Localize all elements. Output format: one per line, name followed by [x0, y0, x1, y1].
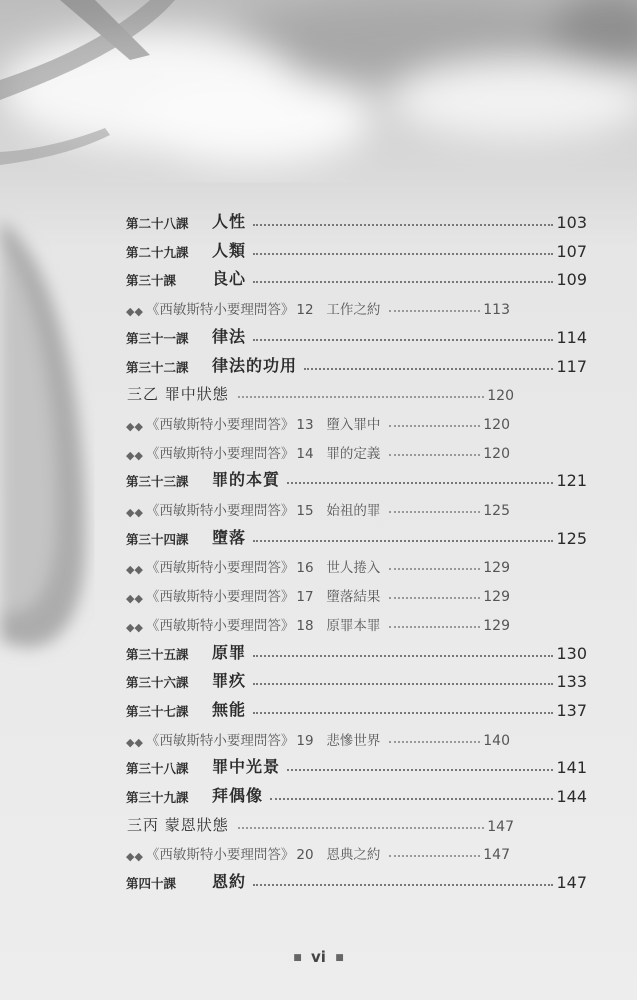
toc-entry-lesson: [126, 522, 587, 548]
dot-leader: [389, 625, 480, 628]
question-title: 悲慘世界: [326, 732, 381, 749]
toc-entry-sub: [126, 407, 510, 433]
lesson-title: 罪中光景: [212, 757, 281, 777]
diamond-icon: ◆◆: [126, 448, 143, 462]
toc-entry-lesson: [126, 637, 587, 663]
page-number: 120: [487, 388, 514, 405]
dot-leader: [389, 453, 480, 456]
lesson-number: 第三十一課: [126, 330, 189, 346]
page-number: 137: [556, 700, 587, 720]
dot-leader: [253, 711, 553, 714]
lesson-number: 第三十四課: [126, 531, 189, 547]
lesson-number: 第三十六課: [126, 675, 189, 691]
lesson-title: 墮落: [212, 527, 247, 547]
diamond-icon: ◆◆: [126, 850, 143, 864]
page-number: 125: [556, 528, 587, 548]
toc-entry-lesson: [126, 751, 587, 777]
toc-entry-sub: [126, 493, 510, 519]
catechism-title: 《西敏斯特小要理問答》: [145, 445, 295, 462]
question-title: 恩典之約: [326, 847, 381, 864]
toc-entry-lesson: [126, 263, 587, 289]
dot-leader: [253, 883, 553, 886]
dot-leader: [253, 654, 553, 657]
toc-entry-section: [127, 809, 514, 835]
page-number: 125: [483, 503, 510, 519]
lesson-title: 罪疚: [212, 671, 247, 691]
question-title: 罪的定義: [326, 445, 381, 462]
page-number: 103: [556, 213, 587, 232]
diamond-icon: ◆◆: [126, 620, 143, 634]
question-number: 16: [296, 560, 314, 577]
lesson-title: 罪的本質: [212, 470, 281, 490]
dot-leader: [389, 596, 480, 599]
diamond-icon: ◆◆: [126, 592, 143, 606]
catechism-title: 《西敏斯特小要理問答》: [145, 732, 295, 749]
toc-entry-sub: [126, 723, 510, 749]
lesson-number: 第二十八課: [126, 216, 189, 231]
page-number: 113: [483, 302, 510, 319]
page-number: 117: [556, 356, 587, 376]
toc-entry-lesson: [126, 350, 587, 376]
dot-leader: [238, 826, 484, 829]
page-number: 120: [483, 445, 510, 462]
page-number: 140: [483, 732, 510, 749]
page-number: 133: [556, 672, 587, 692]
dot-leader: [253, 280, 553, 283]
catechism-title: 《西敏斯特小要理問答》: [145, 560, 295, 577]
lesson-title: 律法的功用: [212, 355, 298, 375]
page-number: 121: [556, 471, 587, 491]
lesson-title: 律法: [212, 326, 247, 346]
question-number: 14: [296, 445, 314, 462]
dot-leader: [389, 309, 480, 312]
toc-entry-lesson: [126, 866, 587, 892]
toc-entry-lesson: [126, 235, 587, 261]
question-title: 世人捲入: [326, 560, 381, 577]
lesson-number: 第二十九課: [126, 244, 189, 260]
lesson-number: 第三十八課: [126, 761, 189, 777]
dot-leader: [389, 424, 480, 427]
dot-leader: [304, 367, 553, 370]
page-number: 107: [556, 241, 587, 261]
lesson-number: 第三十二課: [126, 359, 189, 375]
catechism-title: 《西敏斯特小要理問答》: [145, 302, 295, 319]
dot-leader: [389, 510, 480, 513]
dot-leader: [389, 740, 480, 743]
page-number: 114: [556, 327, 587, 347]
toc-entry-lesson: [126, 321, 587, 347]
question-number: 13: [296, 416, 314, 433]
toc-entry-sub: [126, 837, 510, 863]
toc-entry-sub: [126, 550, 510, 576]
toc-entry-section: [127, 378, 514, 404]
diamond-icon: ◆◆: [126, 735, 143, 749]
page-number: 141: [556, 758, 587, 778]
page-number: 120: [483, 416, 510, 433]
question-title: 原罪本罪: [326, 617, 381, 634]
toc-entry-lesson: [126, 694, 587, 720]
question-number: 19: [296, 732, 314, 749]
diamond-icon: ◆◆: [126, 563, 143, 577]
question-number: 17: [296, 589, 314, 606]
page-number: 129: [483, 589, 510, 606]
footer-ornament-right: ■: [335, 953, 344, 963]
question-title: 始祖的罪: [326, 503, 381, 519]
page-number: 144: [556, 787, 587, 806]
catechism-title: 《西敏斯特小要理問答》: [145, 847, 295, 864]
diamond-icon: ◆◆: [126, 305, 143, 319]
dot-leader: [253, 338, 553, 341]
page-number: 147: [483, 847, 510, 864]
toc-entry-lesson: [126, 464, 587, 490]
dot-leader: [270, 797, 553, 800]
page-number: 109: [556, 270, 587, 290]
page-number: 147: [487, 818, 514, 835]
question-title: 墮入罪中: [326, 416, 381, 433]
lesson-title: 人類: [212, 240, 247, 260]
section-title: 三乙 罪中狀態: [127, 385, 229, 404]
lesson-title: 人性: [212, 212, 247, 231]
lesson-title: 無能: [212, 699, 247, 719]
lesson-number: 第三十三課: [126, 474, 189, 490]
footer-page-number: vi: [311, 948, 326, 966]
catechism-title: 《西敏斯特小要理問答》: [145, 416, 295, 433]
question-number: 15: [296, 503, 314, 519]
dot-leader: [253, 539, 553, 542]
dot-leader: [389, 567, 480, 570]
dot-leader: [253, 682, 553, 685]
lesson-number: 第三十九課: [126, 790, 189, 805]
dot-leader: [287, 768, 553, 771]
footer-ornament-left: ■: [293, 953, 302, 963]
lesson-number: 第三十五課: [126, 646, 189, 662]
lesson-number: 第三十七課: [126, 703, 189, 719]
catechism-title: 《西敏斯特小要理問答》: [145, 617, 295, 634]
lesson-title: 良心: [212, 269, 247, 289]
lesson-title: 拜偶像: [212, 786, 264, 805]
page-number: 130: [556, 643, 587, 663]
diamond-icon: ◆◆: [126, 419, 143, 433]
page-number: 129: [483, 560, 510, 577]
catechism-title: 《西敏斯特小要理問答》: [145, 503, 295, 519]
toc-entry-lesson: [126, 665, 587, 691]
dot-leader: [238, 395, 484, 398]
diamond-icon: ◆◆: [126, 506, 143, 519]
question-number: 12: [296, 302, 314, 319]
dot-leader: [253, 252, 553, 255]
page-number: 147: [556, 873, 587, 893]
question-title: 工作之約: [326, 302, 381, 319]
toc-entry-lesson: [126, 780, 587, 806]
lesson-number: 第三十課: [126, 273, 177, 289]
page-number: 129: [483, 617, 510, 634]
dot-leader: [287, 481, 553, 484]
toc-entry-sub: [126, 608, 510, 634]
question-number: 20: [296, 847, 314, 864]
section-title: 三丙 蒙恩狀態: [127, 815, 229, 834]
toc-entry-sub: [126, 292, 510, 318]
toc-entry-sub: [126, 579, 510, 605]
lesson-number: 第四十課: [126, 876, 177, 892]
dot-leader: [389, 854, 480, 857]
question-number: 18: [296, 617, 314, 634]
toc-entry-sub: [126, 436, 510, 462]
lesson-title: 恩約: [212, 872, 247, 892]
lesson-title: 原罪: [212, 642, 247, 662]
catechism-title: 《西敏斯特小要理問答》: [145, 589, 295, 606]
dot-leader: [253, 223, 553, 226]
question-title: 墮落結果: [326, 589, 381, 606]
page-footer: [0, 948, 637, 966]
toc-entry-lesson: [126, 206, 587, 232]
